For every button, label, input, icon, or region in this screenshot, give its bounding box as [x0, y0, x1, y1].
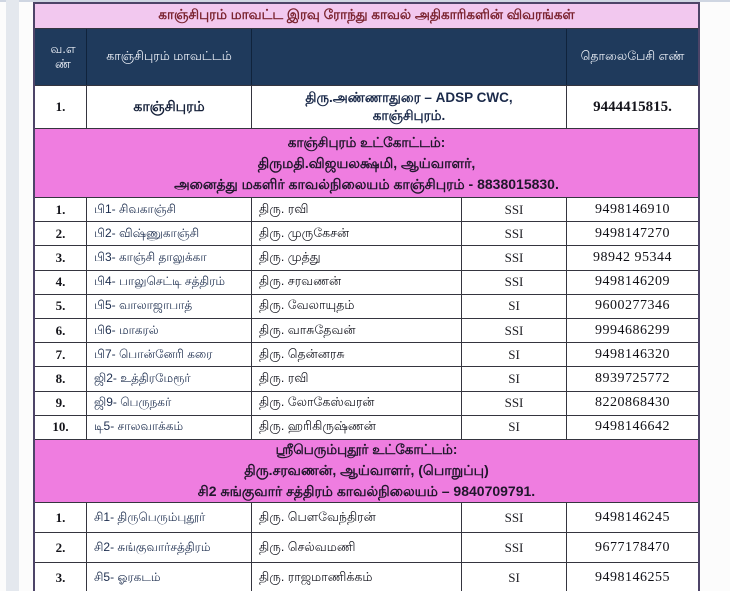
rank-cell: SSI [462, 503, 567, 532]
phone-cell: 9498146255 [595, 570, 670, 586]
phone-cell: 9498146209 [595, 274, 670, 290]
section-inspector: திரு.சரவணன், ஆய்வாளர், (பொறுப்பு) [244, 462, 489, 479]
officer-cell: திரு. முருகேசன் [252, 222, 462, 245]
serial-cell: 8. [35, 367, 87, 390]
station-cell: காஞ்சிபுரம் [87, 86, 252, 128]
officer-cell: திரு. தென்னரசு [252, 343, 462, 366]
station-cell: பி7- பொன்னேரி கரை [87, 343, 252, 366]
header-district-cell [87, 29, 252, 85]
section-station-phone: சி2 சுங்குவார் சத்திரம் காவல்நிலையம் – 9840709791. [197, 483, 536, 500]
table-row [35, 271, 698, 295]
serial-cell: 7. [35, 343, 87, 366]
serial-cell: 6. [35, 319, 87, 342]
officer-cell [252, 86, 567, 128]
rank-cell: SSI [462, 246, 567, 269]
section-heading-kanchipuram [35, 129, 698, 198]
table-row [35, 416, 698, 440]
officer-name-line1: திரு.அண்ணாதுரை – ADSP CWC, [305, 90, 513, 105]
table-row [35, 563, 698, 591]
officer-cell: திரு. சரவணன் [252, 271, 462, 294]
officer-cell: திரு. ராஜமாணிக்கம் [252, 563, 462, 591]
header-phone-label: தொலைபேசி எண் [580, 49, 685, 63]
rank-cell: SSI [462, 198, 567, 221]
phone-cell: 9444415815. [593, 98, 672, 115]
table-row [35, 392, 698, 416]
phone-cell: 8220868430 [595, 395, 670, 411]
rank-cell: SSI [462, 392, 567, 415]
phone-cell: 9994686299 [595, 322, 670, 338]
station-cell: பி6- மாகரல் [87, 319, 252, 342]
serial-cell: 4. [35, 271, 87, 294]
phone-cell: 9498146320 [595, 346, 670, 362]
officer-cell: திரு. ரவி [252, 367, 462, 390]
header-district-label: காஞ்சிபுரம் மாவட்டம் [106, 49, 232, 63]
officer-cell: திரு. வேலாயுதம் [252, 295, 462, 318]
section-title: ஸ்ரீபெரும்புதூர் உட்கோட்டம்: [275, 442, 458, 458]
rank-cell: SI [462, 563, 567, 591]
table-title-text: காஞ்சிபுரம் மாவட்ட இரவு ரோந்து காவல் அதிகாரிகளின் விவரங்கள் [158, 7, 575, 22]
station-cell: சி5- ஓரகடம் [87, 563, 252, 591]
station-cell: ஜி2- உத்திரமேரூர் [87, 367, 252, 390]
serial-cell: 1. [35, 198, 87, 221]
section-heading-sriperumbudur [35, 440, 698, 503]
left-margin-strip [6, 0, 19, 591]
rank-cell: SI [462, 295, 567, 318]
serial-cell: 10. [35, 416, 87, 439]
table-row [35, 503, 698, 533]
phone-cell: 9498146245 [595, 509, 670, 525]
rank-cell: SI [462, 343, 567, 366]
header-officer-cell [252, 29, 567, 85]
table-row [35, 246, 698, 270]
station-cell: ஜி9- பெருநகர் [87, 392, 252, 415]
section-title: காஞ்சிபுரம் உட்கோட்டம்: [287, 134, 446, 150]
kanchipuram-rows [35, 198, 698, 440]
station-cell: பி2- விஷ்ணுகாஞ்சி [87, 222, 252, 245]
adsp-row [35, 86, 698, 129]
serial-cell: 1. [35, 503, 87, 532]
rank-cell: SSI [462, 319, 567, 342]
station-cell: சி2- சுங்குவார்சத்திரம் [87, 533, 252, 562]
rank-cell: SSI [462, 533, 567, 562]
station-cell: பி3- காஞ்சி தாலுக்கா [87, 246, 252, 269]
table-title [35, 4, 698, 29]
phone-cell: 9498147270 [595, 225, 670, 241]
section-inspector: திருமதி.விஜயலக்ஷ்மி, ஆய்வாளர், [257, 154, 476, 171]
table-row [35, 343, 698, 367]
phone-cell: 98942 95344 [593, 249, 672, 265]
station-cell: சி1- திருபெரும்புதூர் [87, 503, 252, 532]
station-cell: பி5- வாலாஜாபாத் [87, 295, 252, 318]
table-row [35, 295, 698, 319]
phone-cell: 9498146910 [595, 201, 670, 217]
table-row [35, 222, 698, 246]
station-cell: டி5- சாலவாக்கம் [87, 416, 252, 439]
table-row [35, 533, 698, 563]
table-row [35, 198, 698, 222]
officer-cell: திரு. லோகேஸ்வரன் [252, 392, 462, 415]
officer-cell: திரு. ரவி [252, 198, 462, 221]
serial-cell: 9. [35, 392, 87, 415]
phone-cell: 8939725772 [595, 370, 670, 386]
header-serial-line2: ண் [55, 57, 71, 71]
phone-cell: 9600277346 [595, 298, 670, 314]
rank-cell: SI [462, 416, 567, 439]
rank-cell: SI [462, 367, 567, 390]
header-phone-cell [567, 29, 698, 85]
serial-cell: 1. [35, 86, 87, 128]
rank-cell: SSI [462, 222, 567, 245]
station-cell: பி1- சிவகாஞ்சி [87, 198, 252, 221]
sriperumbudur-rows [35, 503, 698, 591]
patrol-officers-table [33, 2, 700, 591]
section-station-phone: அனைத்து மகளிர் காவல்நிலையம் காஞ்சிபுரம் - 8838015830. [174, 175, 559, 192]
officer-cell: திரு. ஹரிகிருஷ்ணன் [252, 416, 462, 439]
serial-cell: 2. [35, 533, 87, 562]
table-row [35, 367, 698, 391]
header-serial-cell [35, 29, 87, 85]
officer-cell: திரு. செல்வமணி [252, 533, 462, 562]
column-header-row [35, 29, 698, 86]
officer-cell: திரு. பௌவேந்திரன் [252, 503, 462, 532]
serial-cell: 5. [35, 295, 87, 318]
rank-cell: SSI [462, 271, 567, 294]
station-cell: பி4- பாலுசெட்டி சத்திரம் [87, 271, 252, 294]
phone-cell: 9677178470 [595, 539, 670, 555]
officer-cell: திரு. முத்து [252, 246, 462, 269]
header-serial-line1: வ.எ [50, 42, 76, 56]
table-row [35, 319, 698, 343]
phone-cell: 9498146642 [595, 419, 670, 435]
officer-cell: திரு. வாசுதேவன் [252, 319, 462, 342]
serial-cell: 3. [35, 563, 87, 591]
serial-cell: 3. [35, 246, 87, 269]
officer-name-line2: காஞ்சிபுரம். [372, 108, 446, 123]
serial-cell: 2. [35, 222, 87, 245]
